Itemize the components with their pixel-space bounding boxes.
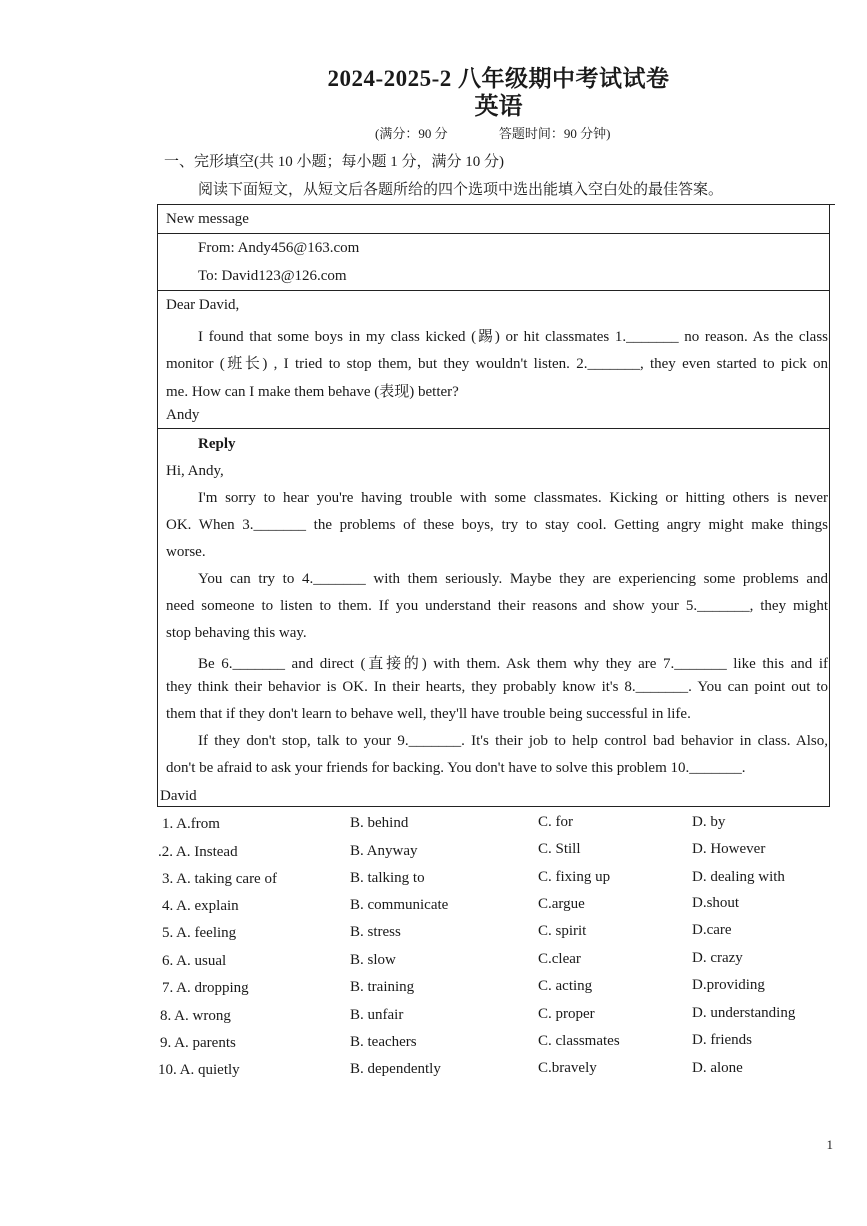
option: B. training: [350, 979, 415, 995]
subject-title: 英语: [474, 94, 523, 120]
option: D. dealing with: [692, 869, 785, 885]
option: B. Anyway: [350, 843, 418, 859]
option: B. communicate: [350, 897, 449, 913]
option: D. alone: [692, 1060, 743, 1076]
option: 5. A. feeling: [162, 925, 237, 941]
section-instruction: 阅读下面短文，从短文后各题所给的四个选项中选出能填入空白处的最佳答案。: [198, 182, 724, 198]
email-from: From: Andy456@163.com: [198, 240, 360, 256]
option: C.clear: [538, 951, 581, 967]
option: C.bravely: [538, 1060, 597, 1076]
email-body-line: me. How can I make them behave (表现) better?: [166, 384, 459, 400]
email-greeting: Dear David,: [166, 297, 240, 313]
option: B. dependently: [350, 1061, 441, 1077]
option: 7. A. dropping: [162, 980, 249, 996]
option: B. talking to: [350, 870, 425, 886]
option: 10. A. quietly: [158, 1062, 240, 1078]
time-info: 答题时间：90 分钟): [498, 126, 611, 141]
option: D.care: [692, 922, 732, 938]
option: D. crazy: [692, 950, 743, 966]
option: 9. A. parents: [160, 1035, 236, 1051]
email-body-line: I found that some boys in my class kicked (踢) or hit classmates 1._______ no reason. As the class: [198, 329, 828, 345]
reply-line: need someone to listen to them. If you understand their reasons and show your 5._______, they might: [166, 598, 828, 614]
reply-line: don't be afraid to ask your friends for backing. You don't have to solve this problem 10._______.: [166, 760, 746, 776]
exam-meta: [375, 123, 658, 142]
reply-line: If they don't stop, talk to your 9._______. It's their job to help control bad behavior in class. Also,: [198, 733, 828, 749]
divider: [157, 204, 835, 205]
reply-line: them that if they don't learn to behave well, they'll have trouble being successful in life.: [166, 706, 691, 722]
option: D. understanding: [692, 1005, 796, 1021]
option: 6. A. usual: [162, 953, 227, 969]
divider: [157, 428, 829, 429]
option: B. unfair: [350, 1007, 404, 1023]
page-number: 1: [826, 1137, 833, 1152]
email-body-line: monitor (班长) , I tried to stop them, but they wouldn't listen. 2._______, they even started to pick on: [166, 356, 828, 372]
reply-line: Be 6._______ and direct (直接的) with them. Ask them why they are 7._______ like this and if: [198, 656, 828, 672]
option: C. classmates: [538, 1033, 620, 1049]
reply-greeting: Hi, Andy,: [166, 463, 224, 479]
option: C. fixing up: [538, 869, 611, 885]
reply-line: I'm sorry to hear you're having trouble with some classmates. Kicking or hitting others is never: [198, 490, 828, 506]
option: 8. A. wrong: [160, 1008, 231, 1024]
option: D. However: [692, 841, 766, 857]
option: D. friends: [692, 1032, 752, 1048]
exam-title: 2024-2025-2 八年级期中考试试卷: [327, 66, 670, 91]
option: C. Still: [538, 841, 581, 857]
score-info: (满分：90 分: [375, 126, 448, 141]
section-heading: 一、完形填空(共 10 小题；每小题 1 分，满分 10 分): [164, 154, 504, 170]
option: D.providing: [692, 977, 765, 993]
option: 1. A.from: [162, 816, 220, 832]
divider: [157, 233, 829, 234]
option: B. stress: [350, 924, 401, 940]
option: B. slow: [350, 952, 396, 968]
reply-title: Reply: [198, 436, 236, 452]
option: D. by: [692, 814, 726, 830]
option: 4. A. explain: [162, 898, 239, 914]
reply-line: worse.: [166, 544, 206, 560]
email-to: To: David123@126.com: [198, 268, 347, 284]
option: D.shout: [692, 895, 740, 911]
option: B. teachers: [350, 1034, 417, 1050]
email-signature: Andy: [166, 407, 200, 423]
option: .2. A. Instead: [158, 844, 238, 860]
divider: [157, 290, 829, 291]
reply-line: OK. When 3._______ the problems of these boys, try to stay cool. Getting angry might make things: [166, 517, 828, 533]
reply-line: stop behaving this way.: [166, 625, 307, 641]
option: 3. A. taking care of: [162, 871, 277, 887]
reply-line: You can try to 4._______ with them seriously. Maybe they are experiencing some problems and: [198, 571, 828, 587]
option: C. proper: [538, 1006, 595, 1022]
option: B. behind: [350, 815, 409, 831]
reply-signature: David: [160, 788, 197, 804]
email-header-label: New message: [166, 211, 249, 227]
reply-line: they think their behavior is OK. In their hearts, they probably know it's 8._______. You can point out to: [166, 679, 828, 695]
option: C. for: [538, 814, 573, 830]
option: C. acting: [538, 978, 593, 994]
option: C.argue: [538, 896, 585, 912]
option: C. spirit: [538, 923, 587, 939]
